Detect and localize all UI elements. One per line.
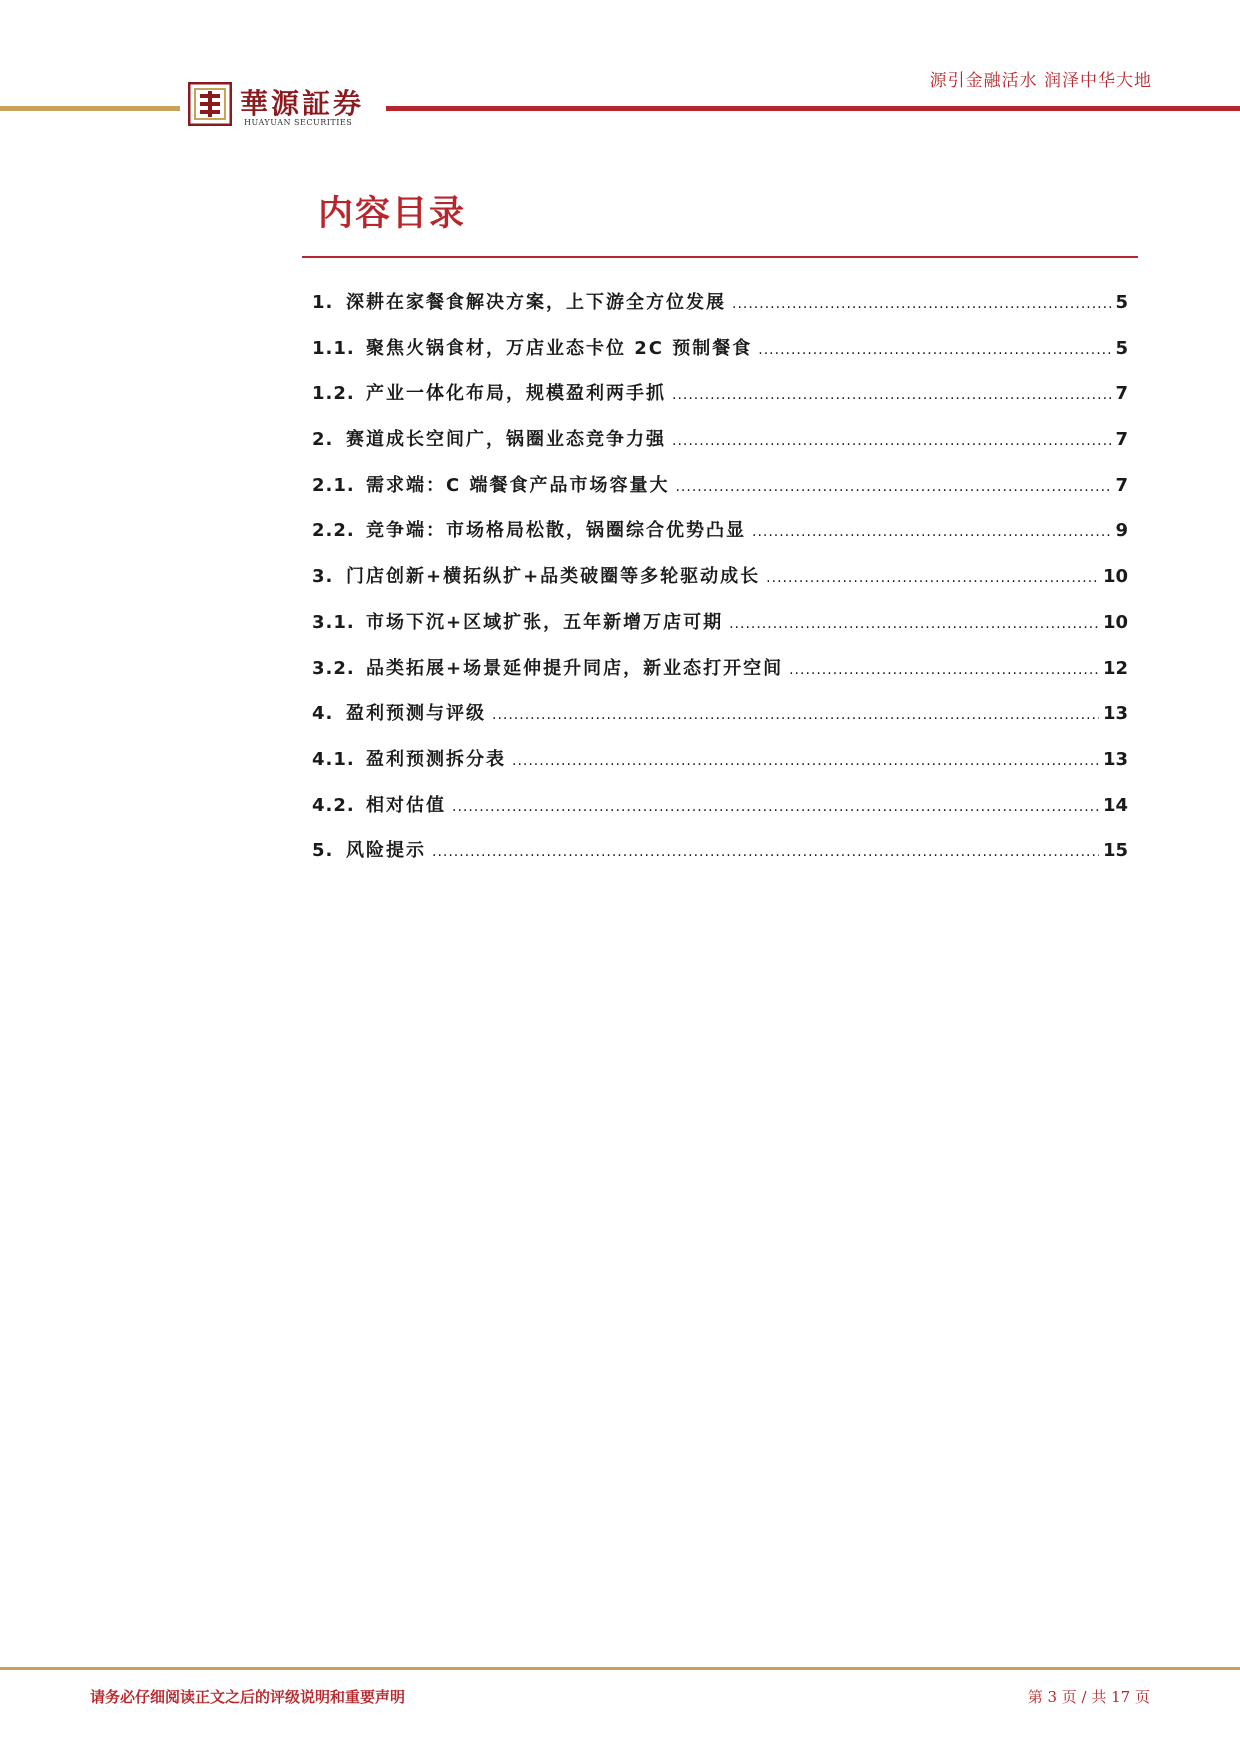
toc-entry-number: 4.1. xyxy=(312,748,355,770)
toc-entry[interactable] xyxy=(312,288,1128,334)
toc-dot-leader xyxy=(492,707,1099,723)
toc-entry-number: 4. xyxy=(312,703,334,725)
toc-entry-number: 3.2. xyxy=(312,657,355,679)
toc-entry-page: 13 xyxy=(1102,703,1128,725)
toc-entry[interactable] xyxy=(312,699,1128,745)
toc-entry-number: 1.1. xyxy=(312,337,355,359)
toc-entry-title: 市场下沉+区域扩张，五年新增万店可期 xyxy=(366,611,724,633)
toc-dot-leader xyxy=(672,433,1111,449)
toc-entry-title: 聚焦火锅食材，万店业态卡位 2C 预制餐食 xyxy=(366,337,753,359)
table-of-contents xyxy=(312,288,1128,882)
toc-dot-leader xyxy=(789,662,1099,678)
toc-entry-title: 相对估值 xyxy=(366,794,446,816)
toc-entry-title: 产业一体化布局，规模盈利两手抓 xyxy=(366,383,666,405)
toc-dot-leader xyxy=(432,844,1099,860)
toc-entry[interactable] xyxy=(312,379,1128,425)
toc-entry-title: 需求端：C 端餐食产品市场容量大 xyxy=(366,474,670,496)
footer-disclaimer: 请务必仔细阅读正文之后的评级说明和重要声明 xyxy=(90,1688,406,1706)
toc-entry-page: 15 xyxy=(1102,840,1128,862)
toc-entry[interactable] xyxy=(312,608,1128,654)
toc-entry-title: 深耕在家餐食解决方案，上下游全方位发展 xyxy=(346,292,726,313)
toc-dot-leader xyxy=(758,342,1111,358)
toc-entry-number: 1. xyxy=(312,292,334,313)
logo-seal-icon xyxy=(188,82,232,126)
toc-dot-leader xyxy=(732,296,1111,312)
toc-entry[interactable] xyxy=(312,516,1128,562)
toc-entry[interactable] xyxy=(312,562,1128,608)
toc-entry-page: 12 xyxy=(1102,657,1128,679)
logo-name: 華源証券 xyxy=(240,87,365,120)
toc-entry-number: 2.2. xyxy=(312,520,355,542)
toc-dot-leader xyxy=(512,753,1099,769)
toc-entry-title: 盈利预测拆分表 xyxy=(366,748,506,770)
toc-entry-title: 竞争端：市场格局松散，锅圈综合优势凸显 xyxy=(366,520,746,542)
toc-entry-title: 风险提示 xyxy=(346,840,426,862)
toc-entry-page: 7 xyxy=(1115,383,1128,405)
toc-entry-number: 3. xyxy=(312,566,334,588)
toc-entry-number: 2. xyxy=(312,429,334,451)
toc-entry-page: 10 xyxy=(1102,611,1128,633)
toc-dot-leader xyxy=(675,479,1111,495)
toc-entry[interactable] xyxy=(312,334,1128,380)
header-slogan: 源引金融活水 润泽中华大地 xyxy=(929,71,1152,91)
toc-entry-title: 门店创新+横拓纵扩+品类破圈等多轮驱动成长 xyxy=(346,566,761,588)
toc-entry-number: 5. xyxy=(312,840,334,862)
header-red-rule xyxy=(380,106,1240,111)
toc-dot-leader xyxy=(752,524,1111,540)
toc-entry[interactable] xyxy=(312,791,1128,837)
toc-entry-page: 9 xyxy=(1115,520,1128,542)
toc-entry[interactable] xyxy=(312,471,1128,517)
toc-entry-page: 5 xyxy=(1115,292,1128,313)
header-gold-rule xyxy=(0,106,180,111)
title-divider xyxy=(302,256,1138,258)
toc-dot-leader xyxy=(729,616,1099,632)
footer-page-number: 第 3 页 / 共 17 页 xyxy=(1027,1688,1150,1706)
toc-entry-number: 1.2. xyxy=(312,383,355,405)
toc-entry-title: 品类拓展+场景延伸提升同店，新业态打开空间 xyxy=(366,657,784,679)
toc-entry-title: 赛道成长空间广，锅圈业态竞争力强 xyxy=(346,429,666,451)
toc-entry-page: 7 xyxy=(1115,474,1128,496)
footer-gold-rule xyxy=(0,1667,1240,1670)
toc-dot-leader xyxy=(672,387,1111,403)
toc-entry[interactable] xyxy=(312,425,1128,471)
toc-entry[interactable] xyxy=(312,654,1128,700)
toc-entry-page: 13 xyxy=(1102,748,1128,770)
toc-entry-page: 5 xyxy=(1115,337,1128,359)
toc-dot-leader xyxy=(766,570,1099,586)
toc-entry[interactable] xyxy=(312,836,1128,882)
toc-entry-number: 3.1. xyxy=(312,611,355,633)
toc-entry-number: 2.1. xyxy=(312,474,355,496)
toc-entry-title: 盈利预测与评级 xyxy=(346,703,486,725)
toc-entry-page: 7 xyxy=(1115,429,1128,451)
toc-entry-number: 4.2. xyxy=(312,794,355,816)
toc-dot-leader xyxy=(452,799,1099,815)
toc-entry-page: 10 xyxy=(1102,566,1128,588)
toc-entry-page: 14 xyxy=(1102,794,1128,816)
company-logo xyxy=(186,80,386,132)
logo-english-name: HUAYUAN SECURITIES xyxy=(244,118,353,127)
page-title: 内容目录 xyxy=(318,194,467,234)
toc-entry[interactable] xyxy=(312,745,1128,791)
